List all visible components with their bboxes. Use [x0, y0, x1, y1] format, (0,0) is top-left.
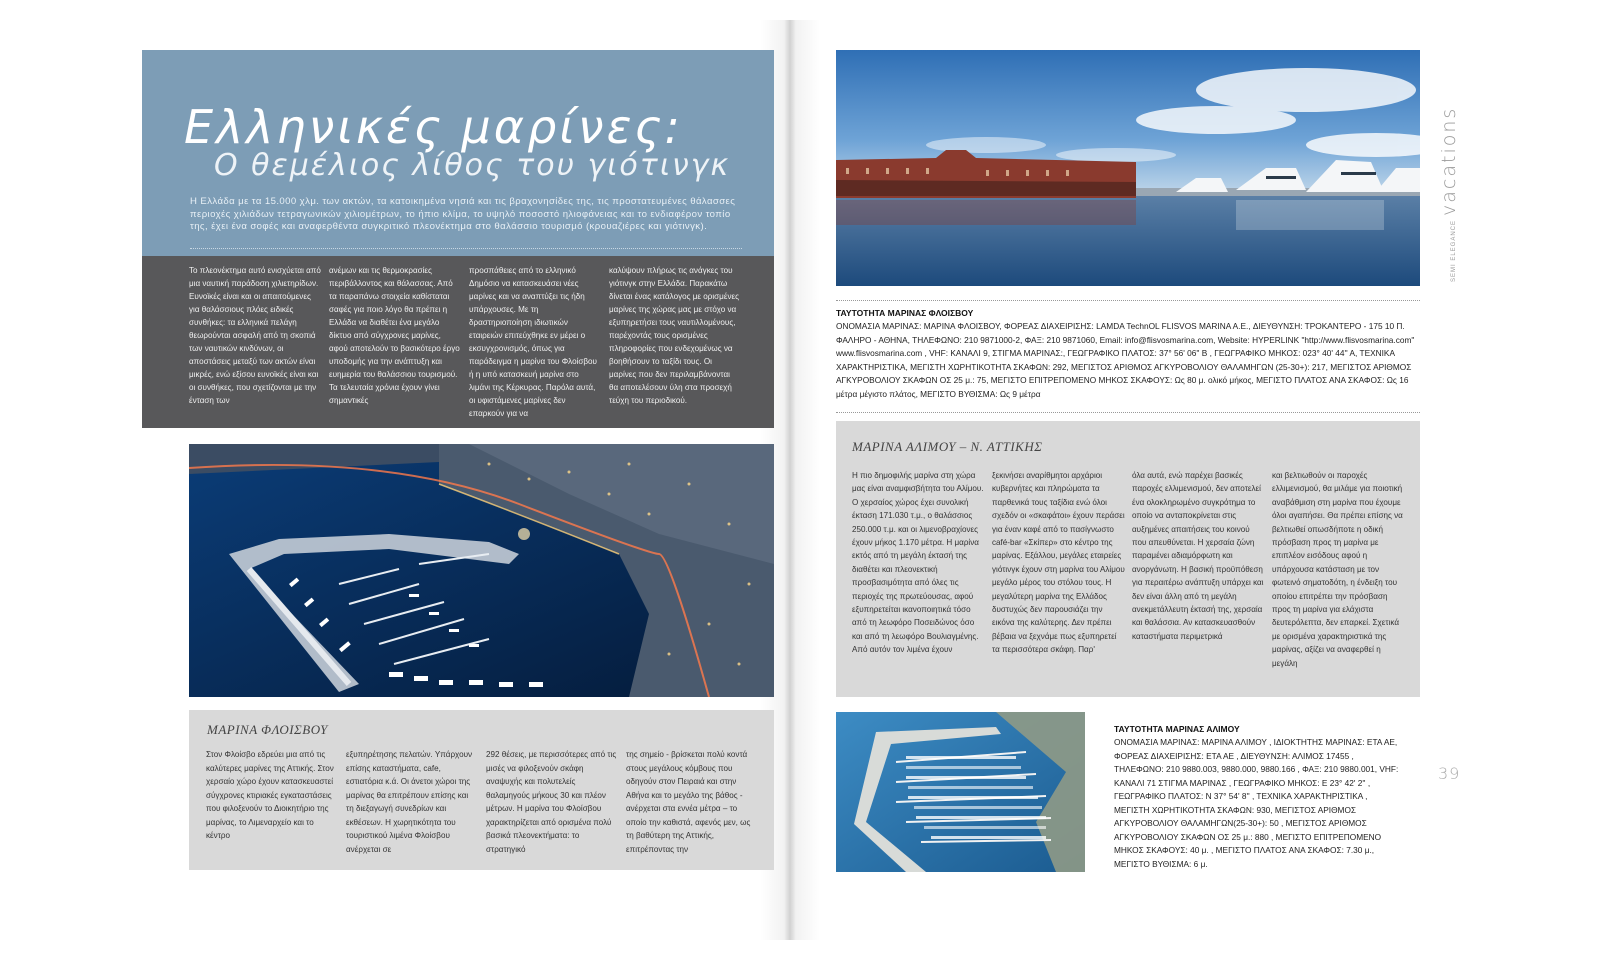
- title-block: [142, 50, 774, 256]
- alimou-column: και βελτιωθούν οι παροχές ελλιμενισμού, θα μιλάμε για ποιοτική αναβάθμιση στη μαρίνα που έχουμε όλοι αγαπήσει. Θα πρέπει επίσης να βελτιωθεί οπωσδήποτε η οδική πρόσβαση προς τη μαρίνα με επιπλέον εισόδους αφού η υπάρχουσα κατάσταση με τον φωτεινό σηματοδότη, η ένδειξη του οποίου επιτρέπει την πρόσβαση προς τη μαρίνα για ελάχιστα δευτερόλεπτα, δεν επαρκεί. Σχετικά με ορισμένα χαρακτηριστικά της μαρίνας, αξίζει να αναφερθεί η μεγάλη: [1272, 471, 1403, 668]
- aerial-night-marina-image: [189, 444, 774, 697]
- alimou-column: ξεκινήσει αναρίθμητοι αρχάριοι κυβερνήτες και πληρώματα τα παρθενικά τους ταξίδια ενώ όλοι σχεδόν οι «σκαφάτοι» έχουν περάσει για έναν καφέ από το πασίγνωστο café-bar «Σκίπερ» στο κέντρο της μαρίνας. Εξάλλου, μεγάλες εταιρείες γιότινγκ έχουν στη μαρίνα του Αλίμου μεγάλο μέρος του στόλου τους. Η μεγαλύτερη μαρίνα της Ελλάδος δυστυχώς δεν παρουσιάζει την εικόνα της καλύτερης. Δεν πρέπει βέβαια να ξεχνάμε πως εξυπηρετεί τα περισσότερα σκάφη. Παρ': [992, 471, 1125, 655]
- lede-divider: [190, 248, 742, 249]
- floisvou-column: Στον Φλοίσβο εδρεύει μια από τις καλύτερες μαρίνες της Αττικής. Στον χερσαίο χώρο έχουν κατασκευαστεί σύγχρονες κτιριακές εγκαταστάσεις που φιλοξενούν το Διοικητήριο της μαρίνας, το Λιμεναρχείο και το κέντρο: [206, 750, 334, 840]
- floisvou-title: ΜΑΡΙΝΑ ΦΛΟΙΣΒΟΥ: [207, 722, 328, 737]
- alimou-columns: [852, 469, 1412, 670]
- alimou-id-heading: ΤΑΥΤΟΤΗΤΑ ΜΑΡΙΝΑΣ ΑΛΙΜΟΥ: [1114, 724, 1240, 734]
- divider: [836, 300, 1420, 301]
- alimou-column: Η πιο δημοφιλής μαρίνα στη χώρα μας είναι αναμφισβήτητα του Αλίμου. Ο χερσαίος χώρος έχει συνολική έκταση 171.030 τ.μ., ο θαλάσσιος 250.000 τ.μ. και οι λιμενοβραχίονες έχουν μήκος 1.170 μέτρα. Η μαρίνα εκτός από τη μεγάλη έκτασή της διαθέτει και πλεονεκτική προσβασιμότητα από όλες τις περιοχές της πρωτεύουσας, αφού εξυπηρετείται ικανοποιητικά τόσο από τη λεωφόρο Ποσειδώνος όσο και από τη λεωφόρο Βουλιαγμένης. Από αυτόν τον λιμένα έχουν: [852, 471, 984, 655]
- floisvou-id-heading: ΤΑΥΤΟΤΗΤΑ ΜΑΡΙΝΑΣ ΦΛΟΙΣΒΟΥ: [836, 308, 974, 318]
- intro-column: καλύψουν πλήρως τις ανάγκες του γιότινγκ στην Ελλάδα. Παρακάτω δίνεται ένας κατάλογος με ορισμένες μαρίνες της χώρας μας με στόχο να εξυπηρετήσει τους ναυτιλλομένους, παρέχοντάς τους ορισμένες πληροφορίες που ενδεχομένως να βοηθήσουν το ταξίδι τους. Οι μαρίνες που δεν περιλαμβάνονται θα αποτελέσουν ύλη στα προσεχή τεύχη του περιοδικού.: [609, 266, 740, 405]
- floisvou-columns: [206, 748, 766, 856]
- floisvou-section: [189, 710, 774, 870]
- floisvou-id-body: ΟΝΟΜΑΣΙΑ ΜΑΡΙΝΑΣ: ΜΑΡΙΝΑ ΦΛΟΙΣΒΟΥ, ΦΟΡΕΑΣ ΔΙΑΧΕΙΡΙΣΗΣ: LAMDA TechnOL FLISVOS MARINA A.E., ΔΙΕΥΘΥΝΣΗ: ΤΡΟΚΑΝΤΕΡΟ - 175 10 Π. ΦΑΛΗΡΟ - ΑΘΗΝΑ, ΤΗΛΕΦΩΝΟ: 210 9871000-2, ΦΑΞ: 210 9871060, Email: info@flisvosmarina.com, Website: HYPERLINK "http://www.flisvosmarina.com" www.flisvosmarina.com , VHF: ΚΑΝΑΛΙ 9, ΣΤΙΓΜΑ ΜΑΡΙΝΑΣ:, ΓΕΩΓΡΑΦΙΚΟ ΠΛΑΤΟΣ: 37° 56' 06'' Β , ΓΕΩΓΡΑΦΙΚΟ ΜΗΚΟΣ: 023° 40' 44'' Α, ΤΕΧΝΙΚΑ ΧΑΡΑΚΤΗΡΙΣΤΙΚΑ, ΜΕΓΙΣΤΗ ΧΩΡΗΤΙΚΟΤΗΤΑ ΣΚΑΦΩΝ: 292, ΜΕΓΙΣΤΟΣ ΑΡΙΘΜΟΣ ΑΓΚΥΡΟΒΟΛΙΟΥ ΘΑΛΑΜΗΓΩΝ (25-30+): 217, ΜΕΓΙΣΤΟΣ ΑΡΙΘΜΟΣ ΑΓΚΥΡΟΒΟΛΙΟΥ ΣΚΑΦΩΝ ΟΣ 25 μ.: 75, ΜΕΓΙΣΤΟ ΕΠΙΤΡΕΠΟΜΕΝΟ ΜΗΚΟΣ ΣΚΑΦΟΥΣ: Ως 80 μ. ολικό μήκος, ΜΕΓΙΣΤΟ ΠΛΑΤΟΣ ΑΝΑ ΣΚΑΦΟΣ: Ως 16 μέτρα μέγιστο πλάτος, ΜΕΓΙΣΤΟ ΒΥΘΙΣΜΑ: Ως 9 μέτρα: [836, 321, 1415, 399]
- article-lede: Η Ελλάδα με τα 15.000 χλμ. των ακτών, τα κατοικημένα νησιά και τις βραχονησίδες της, τις προστατευμένες θάλασσες περιοχές χιλιάδων τετραγωνικών χιλιομέτρων, το ήπιο κλίμα, το υψηλό ποσοστό ηλιοφάνειας και το ενδιαφέρον τοπίο της, έχει ένα σοφές και αναφερθέντα συγκριτικό πλεονέκτημα στο θαλάσσιο τουρισμό (κρουαζιέρες και γιότινγκ).: [190, 196, 736, 232]
- intro-column: προσπάθειες από το ελληνικό Δημόσιο να κατασκευάσει νέες μαρίνες και να αναπτύξει τις ήδη υπάρχουσες. Με τη δραστηριοποίηση ιδιωτικών εταιρειών επιτεύχθηκε εν μέρει ο εκσυγχρονισμός, όπως για παράδειγμα η μαρίνα του Φλοίσβου ή η υπό κατασκευή μαρίνα στο λιμάνι της Κέρκυρας. Παρόλα αυτά, οι υφιστάμενες μαρίνες δεν επαρκούν για να: [469, 266, 597, 418]
- intro-column: ανέμων και τις θερμοκρασίες περιβάλλοντος και θάλασσας. Από τα παραπάνω στοιχεία καθίσταται σαφές για ποιο λόγο θα πρέπει η Ελλάδα να διαθέτει ένα μεγάλο δίκτυο από σύγχρονες μαρίνες, αφού αποτελούν το βασικότερο έργο υποδομής για την ανάπτυξη και ευημερία του θαλάσσιου τουρισμού. Τα τελευταία χρόνια έχουν γίνει σημαντικές: [329, 266, 460, 405]
- aerial-day-marina-image: [836, 712, 1085, 872]
- divider: [836, 412, 1420, 413]
- alimou-id-body: ΟΝΟΜΑΣΙΑ ΜΑΡΙΝΑΣ: ΜΑΡΙΝΑ ΑΛΙΜΟΥ , ΙΔΙΟΚΤΗΤΗΣ ΜΑΡΙΝΑΣ: ΕΤΑ ΑΕ, ΦΟΡΕΑΣ ΔΙΑΧΕΙΡΙΣΗΣ: ΕΤΑ ΑΕ , ΔΙΕΥΘΥΝΣΗ: ΑΛΙΜΟΣ 17455 , ΤΗΛΕΦΩΝΟ: 210 9880.003, 9880.000, 9880.166 , ΦΑΞ: 210 9880.001, VHF: ΚΑΝΑΛΙ 71 ΣΤΙΓΜΑ ΜΑΡΙΝΑΣ , ΓΕΩΓΡΑΦΙΚΟ ΜΗΚΟΣ: Ε 23° 42' 2'' , ΓΕΩΓΡΑΦΙΚΟ ΠΛΑΤΟΣ: Ν 37° 54' 8'' , ΤΕΧΝΙΚΑ ΧΑΡΑΚΤΗΡΙΣΤΙΚΑ , ΜΕΓΙΣΤΗ ΧΩΡΗΤΙΚΟΤΗΤΑ ΣΚΑΦΩΝ: 930, ΜΕΓΙΣΤΟΣ ΑΡΙΘΜΟΣ ΑΓΚΥΡΟΒΟΛΙΟΥ ΘΑΛΑΜΗΓΩΝ(25-30+): 50 , ΜΕΓΙΣΤΟΣ ΑΡΙΘΜΟΣ ΑΓΚΥΡΟΒΟΛΙΟΥ ΣΚΑΦΩΝ ΟΣ 25 μ.: 880 , ΜΕΓΙΣΤΟ ΕΠΙΤΡΕΠΟΜΕΝΟ ΜΗΚΟΣ ΣΚΑΦΟΥΣ: 40 μ. , ΜΕΓΙΣΤΟ ΠΛΑΤΟΣ ΑΝΑ ΣΚΑΦΟΣ: 7.30 μ., ΜΕΓΙΣΤΟ ΒΥΘΙΣΜΑ: 6 μ.: [1114, 737, 1399, 869]
- section-label: [1438, 107, 1460, 282]
- intro-block: [142, 256, 774, 428]
- alimou-section: [836, 421, 1420, 697]
- article-subtitle: Ο θεμέλιος λίθος του γιότινγκ: [214, 148, 731, 183]
- aerial-photo-flisvos-marina: [189, 444, 774, 697]
- page-number: 39: [1438, 764, 1461, 783]
- article-title: Ελληνικές μαρίνες:: [184, 100, 683, 154]
- floisvou-column: εξυπηρέτησης πελατών. Υπάρχουν επίσης καταστήματα, cafe, εστιατόρια κ.ά. Οι άνετοι χώροι της μαρίνας θα επιτρέπουν επίσης και τη διεξαγωγή συνεδρίων και εκθέσεων. Η χωρητικότητα του τουριστικού λιμένα Φλοίσβου ανέρχεται σε: [346, 750, 473, 854]
- intro-column: Το πλεονέκτημα αυτό ενισχύεται από μια ναυτική παράδοση χιλιετηρίδων. Ευνοϊκές είναι και οι απαιτούμενες για θαλάσσιους πλόες ειδικές συνθήκες: τα ελληνικά πελάγη θεωρούνται ασφαλή από τη σκοπιά των ναυτικών κινδύνων, οι αποστάσεις μεταξύ των ακτών είναι μικρές, ενώ εξίσου ευνοϊκές είναι και οι συνθήκες, που σχετίζονται με την ένταση των: [189, 266, 321, 405]
- aerial-photo-alimos-marina: [836, 712, 1085, 872]
- alimou-title: ΜΑΡΙΝΑ ΑΛΙΜΟΥ – Ν. ΑΤΤΙΚΗΣ: [852, 439, 1043, 454]
- floisvou-column: 292 θέσεις, με περισσότερες από τις μισές να φιλοξενούν σκάφη αναψυχής και πολυτελείς θαλαμηγούς μήκους 30 και πλέον μέτρων. Η μαρίνα του Φλοίσβου χαρακτηρίζεται από ορισμένα πολύ βασικά πλεονεκτήματα: το στρατηγικό: [486, 750, 617, 854]
- harbor-day-image: [836, 50, 1420, 286]
- alimou-column: όλα αυτά, ενώ παρέχει βασικές παροχές ελλιμενισμού, δεν αποτελεί ένα ολοκληρωμένο συγκρότημα το οποίο να ανταποκρίνεται στις αυξημένες απαιτήσεις του κοινού που απευθύνεται. Η χερσαία ζώνη παραμένει αδιαμόρφωτη και ανοργάνωτη. Η βασική προϋπόθεση για περαιτέρω ανάπτυξη υπάρχει και δεν είναι άλλη από τη μεγάλη ανεκμετάλλευτη έκτασή της, χερσαία και θαλάσσια. Αν κατασκευασθούν καταστήματα περιμετρικά: [1132, 471, 1264, 641]
- intro-columns: [189, 264, 749, 420]
- section-label-big: vacations: [1438, 106, 1460, 216]
- floisvou-column: της σημείο - βρίσκεται πολύ κοντά στους μεγάλους κόμβους που οδηγούν στον Πειραιά και στην Αθήνα και το μεγάλο της βάθος - ανέρχεται στα εννέα μέτρα – το οποίο την καθιστά, αφενός μεν, ως τη βαθύτερη της Αττικής, επιτρέποντας την: [626, 750, 751, 854]
- section-label-small: SEMI ELEGANCE: [1451, 219, 1457, 282]
- harbor-photo: [836, 50, 1420, 286]
